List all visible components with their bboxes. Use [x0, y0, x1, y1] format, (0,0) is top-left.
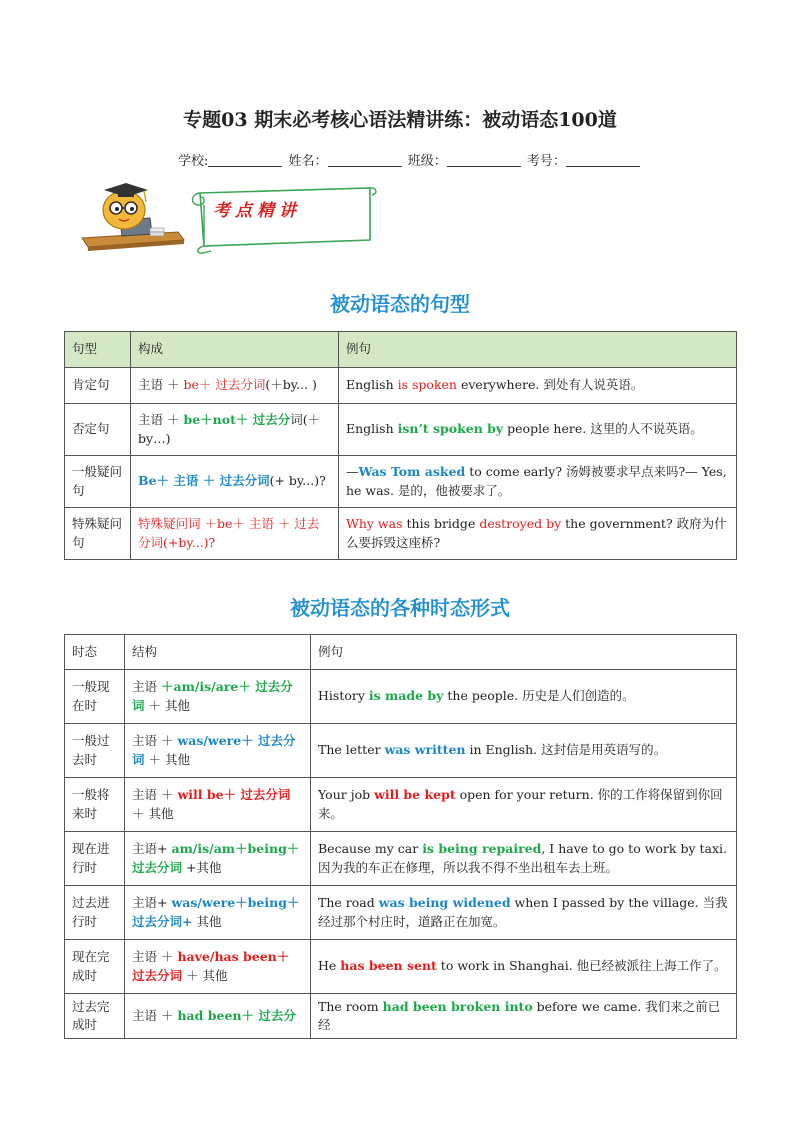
tense-example: He has been sent to work in Shanghai. 他已经被派往上海工作了。	[311, 940, 737, 994]
section1-title: 被动语态的句型	[330, 292, 470, 316]
tense-example: Your job will be kept open for your return. 你的工作将保留到你回来。	[311, 778, 737, 832]
table-row	[65, 832, 737, 886]
school-label: 学校:	[178, 154, 209, 169]
pattern-structure: 主语 ＋ be＋not＋ 过去分词(＋by…)	[131, 404, 339, 456]
pattern-example: —Was Tom asked to come early? 汤姆被要求早点来吗?— Yes, he was. 是的，他被要求了。	[339, 456, 737, 508]
number-label: 考号：	[526, 154, 566, 169]
table-row	[65, 724, 737, 778]
table-row	[65, 886, 737, 940]
column-header: 结构	[125, 635, 311, 670]
table-header-row	[65, 332, 737, 368]
name-blank	[328, 154, 402, 167]
tense-example: The room had been broken into before we came. 我们来之前已经	[311, 994, 737, 1039]
tense-name: 过去完成时	[65, 994, 125, 1039]
tense-name: 过去进行时	[65, 886, 125, 940]
name-label: 姓名：	[288, 154, 328, 169]
pattern-type: 否定句	[65, 404, 131, 456]
school-blank	[208, 154, 282, 167]
column-header: 时态	[65, 635, 125, 670]
tense-structure: 主语+ am/is/am＋being＋ 过去分词 +其他	[125, 832, 311, 886]
tense-name: 现在进行时	[65, 832, 125, 886]
table-row	[65, 368, 737, 404]
tense-structure: 主语 ＋am/is/are＋ 过去分词 ＋ 其他	[125, 670, 311, 724]
number-blank	[566, 154, 640, 167]
table-row	[65, 994, 737, 1039]
pattern-type: 肯定句	[65, 368, 131, 404]
tense-structure: 主语 ＋ will be＋ 过去分词 ＋ 其他	[125, 778, 311, 832]
class-blank	[447, 154, 521, 167]
pattern-structure: 主语 ＋ be＋ 过去分词(＋by... )	[131, 368, 339, 404]
tense-name: 一般过去时	[65, 724, 125, 778]
pattern-example: Why was this bridge destroyed by the government? 政府为什么要拆毁这座桥?	[339, 508, 737, 560]
column-header: 例句	[339, 332, 737, 368]
column-header: 例句	[311, 635, 737, 670]
tense-example: Because my car is being repaired, I have to go to work by taxi. 因为我的车正在修理，所以我不得不坐出租车去上班。	[311, 832, 737, 886]
pattern-example: English is spoken everywhere. 到处有人说英语。	[339, 368, 737, 404]
student-info-line	[178, 150, 642, 169]
tense-structure: 主语 ＋ have/has been＋ 过去分词 ＋ 其他	[125, 940, 311, 994]
sentence-pattern-table	[64, 331, 737, 560]
tense-example: The letter was written in English. 这封信是用英语写的。	[311, 724, 737, 778]
tense-structure: 主语 ＋ had been＋ 过去分	[125, 994, 311, 1039]
table-row	[65, 404, 737, 456]
column-header: 构成	[131, 332, 339, 368]
pattern-example: English isn’t spoken by people here. 这里的人不说英语。	[339, 404, 737, 456]
tense-forms-table	[64, 634, 737, 1039]
tense-name: 现在完成时	[65, 940, 125, 994]
pattern-structure: Be＋ 主语 ＋ 过去分词(+ by...)?	[131, 456, 339, 508]
pattern-type: 一般疑问句	[65, 456, 131, 508]
pattern-type: 特殊疑问句	[65, 508, 131, 560]
table-row	[65, 778, 737, 832]
table-row	[65, 456, 737, 508]
column-header: 句型	[65, 332, 131, 368]
section2-title: 被动语态的各种时态形式	[290, 596, 510, 620]
class-label: 班级：	[407, 154, 447, 169]
table-row	[65, 940, 737, 994]
table-row	[65, 508, 737, 560]
page-title: 专题03 期末必考核心语法精讲练：被动语态100道	[183, 109, 617, 131]
tense-example: History is made by the people. 历史是人们创造的。	[311, 670, 737, 724]
tense-structure: 主语+ was/were＋being＋ 过去分词+ 其他	[125, 886, 311, 940]
tense-name: 一般现在时	[65, 670, 125, 724]
table-row	[65, 670, 737, 724]
table-header-row	[65, 635, 737, 670]
tense-name: 一般将来时	[65, 778, 125, 832]
banner-label: 考点精讲	[213, 201, 301, 221]
tense-structure: 主语 ＋ was/were＋ 过去分词 ＋ 其他	[125, 724, 311, 778]
pattern-structure: 特殊疑问词 ＋be＋ 主语 ＋ 过去分词(+by...)?	[131, 508, 339, 560]
tense-example: The road was being widened when I passed by the village. 当我经过那个村庄时，道路正在加宽。	[311, 886, 737, 940]
